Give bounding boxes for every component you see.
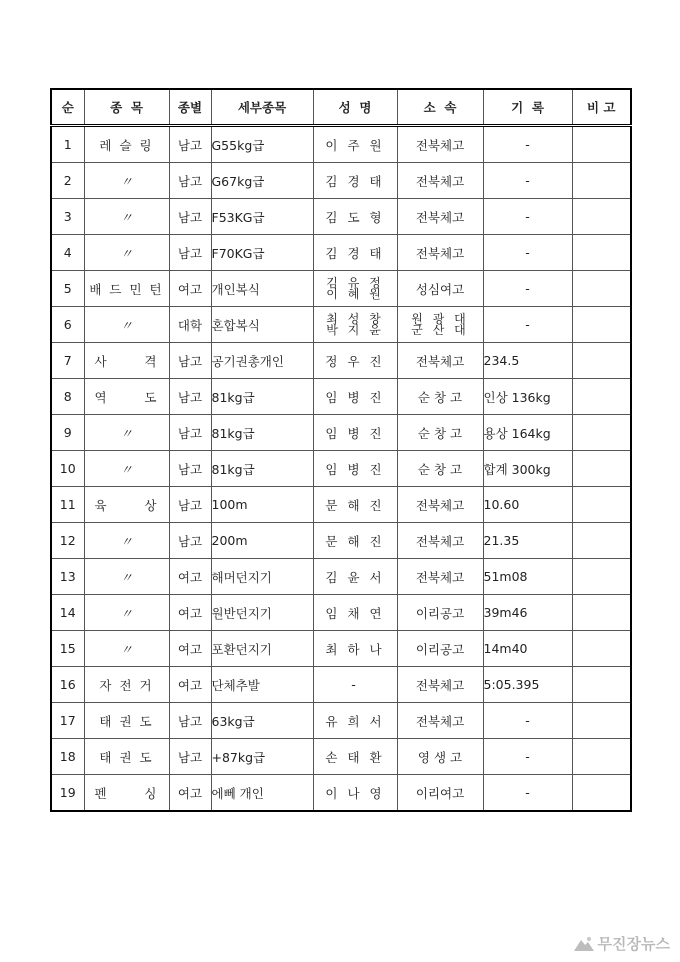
cell-note [572, 667, 631, 703]
cell-no: 12 [51, 523, 84, 559]
cell-name: 문 해 진 [313, 487, 397, 523]
table-row [51, 379, 631, 415]
cell-affiliation: 전북체고 [397, 343, 483, 379]
table-row [51, 271, 631, 307]
cell-no: 15 [51, 631, 84, 667]
cell-note [572, 739, 631, 775]
cell-record: - [483, 163, 572, 199]
header-record: 기 록 [483, 89, 572, 126]
cell-record: 인상 136kg [483, 379, 572, 415]
cell-affiliation: 이리공고 [397, 595, 483, 631]
cell-name: 김 도 형 [313, 199, 397, 235]
cell-record: 합계 300kg [483, 451, 572, 487]
cell-note [572, 343, 631, 379]
cell-affiliation: 이리공고 [397, 631, 483, 667]
cell-no: 17 [51, 703, 84, 739]
cell-event: 역 도 [84, 379, 169, 415]
affiliation-name: 군 산 대 [411, 322, 469, 337]
cell-affiliation: 전북체고 [397, 199, 483, 235]
cell-event: 〃 [84, 235, 169, 271]
cell-category: 여고 [169, 667, 211, 703]
cell-record: 39m46 [483, 595, 572, 631]
cell-note [572, 595, 631, 631]
cell-event: 〃 [84, 631, 169, 667]
cell-event: 태 권 도 [84, 739, 169, 775]
cell-category: 남고 [169, 343, 211, 379]
cell-record: - [483, 126, 572, 163]
cell-record: 21.35 [483, 523, 572, 559]
cell-note [572, 523, 631, 559]
header-category: 종별 [169, 89, 211, 126]
cell-no: 16 [51, 667, 84, 703]
cell-name: 김 경 태 [313, 163, 397, 199]
cell-no: 10 [51, 451, 84, 487]
cell-detail: 63kg급 [211, 703, 313, 739]
athlete-name: 최 성 창 [326, 311, 384, 326]
cell-no: 18 [51, 739, 84, 775]
cell-detail: 원반던지기 [211, 595, 313, 631]
cell-category: 남고 [169, 523, 211, 559]
cell-note [572, 775, 631, 812]
affiliation-name: 원 광 대 [411, 311, 469, 326]
cell-record: - [483, 703, 572, 739]
cell-record: 14m40 [483, 631, 572, 667]
cell-detail: 81kg급 [211, 451, 313, 487]
cell-affiliation: 이리여고 [397, 775, 483, 812]
header-affiliation: 소 속 [397, 89, 483, 126]
cell-affiliation: 전북체고 [397, 559, 483, 595]
table-row [51, 667, 631, 703]
cell-detail: 혼합복식 [211, 307, 313, 343]
cell-event: 〃 [84, 559, 169, 595]
cell-record: - [483, 271, 572, 307]
table-row [51, 487, 631, 523]
cell-affiliation: 순 창 고 [397, 415, 483, 451]
cell-name: 문 해 진 [313, 523, 397, 559]
cell-event: 레 슬 링 [84, 126, 169, 163]
cell-affiliation: 전북체고 [397, 703, 483, 739]
cell-category: 남고 [169, 199, 211, 235]
table-row [51, 307, 631, 343]
cell-detail: 공기권총개인 [211, 343, 313, 379]
cell-event: 〃 [84, 163, 169, 199]
table-row [51, 631, 631, 667]
cell-event: 펜 싱 [84, 775, 169, 812]
cell-record: 51m08 [483, 559, 572, 595]
cell-detail: 개인복식 [211, 271, 313, 307]
cell-event: 〃 [84, 415, 169, 451]
mountain-logo-icon [573, 936, 595, 952]
cell-no: 8 [51, 379, 84, 415]
table-row [51, 126, 631, 163]
table-row [51, 595, 631, 631]
cell-detail: 해머던지기 [211, 559, 313, 595]
cell-affiliation: 순 창 고 [397, 379, 483, 415]
cell-affiliation [397, 307, 483, 343]
table-row [51, 703, 631, 739]
cell-record: - [483, 775, 572, 812]
cell-detail: 단체추발 [211, 667, 313, 703]
table-row [51, 559, 631, 595]
cell-no: 19 [51, 775, 84, 812]
cell-note [572, 451, 631, 487]
cell-note [572, 415, 631, 451]
cell-note [572, 703, 631, 739]
cell-detail: +87kg급 [211, 739, 313, 775]
cell-affiliation: 전북체고 [397, 126, 483, 163]
cell-name [313, 271, 397, 307]
cell-category: 여고 [169, 631, 211, 667]
cell-category: 남고 [169, 235, 211, 271]
cell-note [572, 631, 631, 667]
cell-category: 여고 [169, 595, 211, 631]
cell-note [572, 559, 631, 595]
cell-detail: 100m [211, 487, 313, 523]
cell-name [313, 307, 397, 343]
cell-no: 9 [51, 415, 84, 451]
cell-name: 손 태 환 [313, 739, 397, 775]
cell-name: 임 채 연 [313, 595, 397, 631]
cell-record: - [483, 199, 572, 235]
cell-event: 자 전 거 [84, 667, 169, 703]
header-no: 순 [51, 89, 84, 126]
cell-event: 〃 [84, 451, 169, 487]
table-row [51, 343, 631, 379]
cell-note [572, 379, 631, 415]
cell-detail: F70KG급 [211, 235, 313, 271]
cell-detail: F53KG급 [211, 199, 313, 235]
cell-affiliation: 전북체고 [397, 523, 483, 559]
cell-no: 4 [51, 235, 84, 271]
cell-detail: 81kg급 [211, 415, 313, 451]
cell-detail: G67kg급 [211, 163, 313, 199]
cell-note [572, 487, 631, 523]
cell-name: 유 희 서 [313, 703, 397, 739]
athlete-name: 김 유 정 [326, 275, 384, 290]
cell-note [572, 271, 631, 307]
cell-no: 3 [51, 199, 84, 235]
cell-event: 사 격 [84, 343, 169, 379]
cell-event: 태 권 도 [84, 703, 169, 739]
cell-no: 2 [51, 163, 84, 199]
cell-affiliation: 전북체고 [397, 235, 483, 271]
cell-no: 1 [51, 126, 84, 163]
cell-no: 14 [51, 595, 84, 631]
cell-record: - [483, 307, 572, 343]
cell-category: 남고 [169, 451, 211, 487]
cell-record: - [483, 739, 572, 775]
cell-category: 남고 [169, 126, 211, 163]
cell-detail: 에뻬 개인 [211, 775, 313, 812]
cell-record: 10.60 [483, 487, 572, 523]
header-detail: 세부종목 [211, 89, 313, 126]
cell-event: 〃 [84, 523, 169, 559]
cell-record: - [483, 235, 572, 271]
cell-no: 11 [51, 487, 84, 523]
cell-name: - [313, 667, 397, 703]
cell-category: 남고 [169, 739, 211, 775]
table-row [51, 235, 631, 271]
cell-event: 〃 [84, 595, 169, 631]
cell-name: 임 병 진 [313, 415, 397, 451]
table-row [51, 775, 631, 812]
cell-category: 여고 [169, 559, 211, 595]
watermark-text: 무진장뉴스 [597, 935, 670, 953]
athlete-name: 이 혜 원 [326, 286, 384, 301]
cell-no: 5 [51, 271, 84, 307]
cell-detail: 200m [211, 523, 313, 559]
cell-event: 〃 [84, 199, 169, 235]
cell-event: 배 드 민 턴 [84, 271, 169, 307]
cell-affiliation: 전북체고 [397, 487, 483, 523]
table-row [51, 451, 631, 487]
cell-name: 이 주 원 [313, 126, 397, 163]
cell-name: 임 병 진 [313, 379, 397, 415]
table-row [51, 163, 631, 199]
cell-name: 김 윤 서 [313, 559, 397, 595]
cell-category: 남고 [169, 487, 211, 523]
cell-no: 6 [51, 307, 84, 343]
cell-affiliation: 영 생 고 [397, 739, 483, 775]
cell-event: 〃 [84, 307, 169, 343]
cell-note [572, 235, 631, 271]
cell-record: 5:05.395 [483, 667, 572, 703]
cell-name: 김 경 태 [313, 235, 397, 271]
table-row [51, 739, 631, 775]
watermark [573, 933, 670, 954]
cell-note [572, 163, 631, 199]
cell-category: 남고 [169, 415, 211, 451]
cell-name: 최 하 나 [313, 631, 397, 667]
header-row [51, 89, 631, 126]
cell-detail: 포환던지기 [211, 631, 313, 667]
cell-no: 13 [51, 559, 84, 595]
cell-no: 7 [51, 343, 84, 379]
cell-name: 이 나 영 [313, 775, 397, 812]
cell-affiliation: 전북체고 [397, 667, 483, 703]
header-event: 종 목 [84, 89, 169, 126]
cell-record: 용상 164kg [483, 415, 572, 451]
cell-note [572, 199, 631, 235]
table-row [51, 415, 631, 451]
cell-category: 남고 [169, 703, 211, 739]
header-name: 성 명 [313, 89, 397, 126]
cell-category: 대학 [169, 307, 211, 343]
cell-affiliation: 전북체고 [397, 163, 483, 199]
cell-event: 육 상 [84, 487, 169, 523]
cell-category: 여고 [169, 271, 211, 307]
header-note: 비 고 [572, 89, 631, 126]
records-table [50, 88, 632, 812]
cell-note [572, 126, 631, 163]
cell-record: 234.5 [483, 343, 572, 379]
cell-note [572, 307, 631, 343]
cell-category: 남고 [169, 379, 211, 415]
table-row [51, 523, 631, 559]
cell-affiliation: 성심여고 [397, 271, 483, 307]
cell-category: 남고 [169, 163, 211, 199]
cell-detail: G55kg급 [211, 126, 313, 163]
cell-name: 정 우 진 [313, 343, 397, 379]
cell-category: 여고 [169, 775, 211, 812]
table-row [51, 199, 631, 235]
athlete-name: 박 지 윤 [326, 322, 384, 337]
cell-affiliation: 순 창 고 [397, 451, 483, 487]
cell-name: 임 병 진 [313, 451, 397, 487]
cell-detail: 81kg급 [211, 379, 313, 415]
